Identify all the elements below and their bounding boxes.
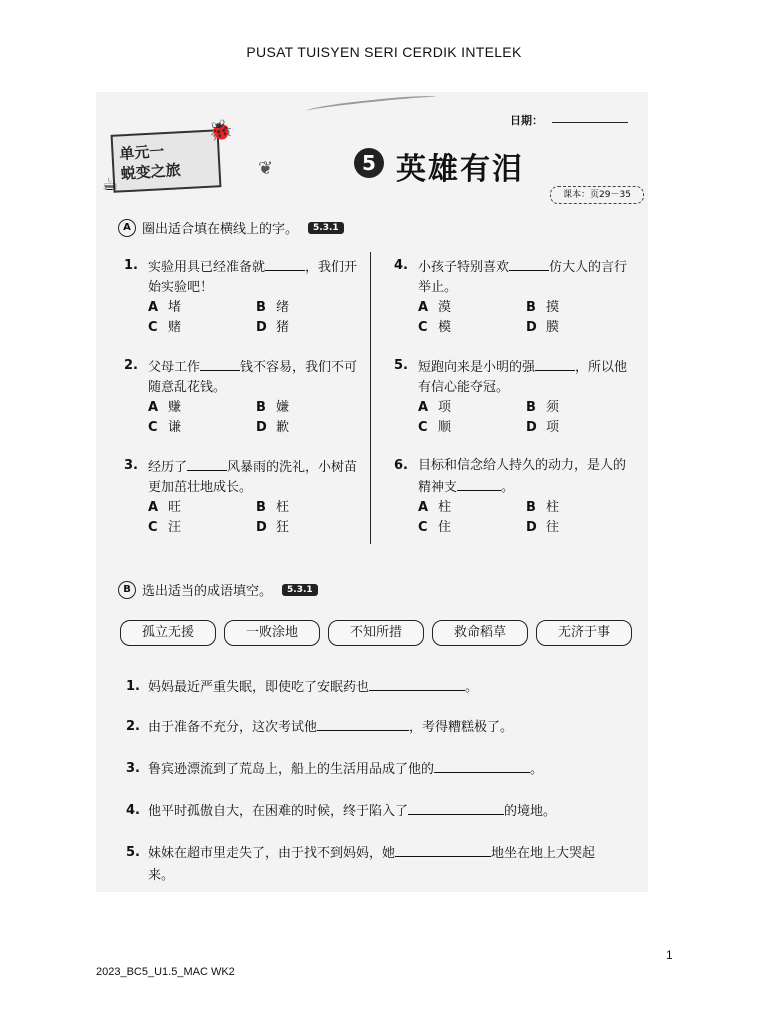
answer-option[interactable] <box>418 398 526 418</box>
sentence-text-before: 他平时孤傲自大，在困难的时候，终于陷入了 <box>148 804 409 819</box>
section-a-instruction: 圈出适合填在横线上的字。 <box>142 222 299 237</box>
option-letter: C <box>148 320 158 335</box>
option-letter: B <box>256 400 266 415</box>
question-number: 6. <box>394 458 408 473</box>
answer-option[interactable] <box>418 518 526 538</box>
question-text-after: ，我们开始实验吧！ <box>148 260 358 295</box>
answer-option[interactable] <box>526 298 634 318</box>
answer-option[interactable] <box>418 298 526 318</box>
page-header-title: PUSAT TUISYEN SERI CERDIK INTELEK <box>246 44 522 60</box>
option-char: 须 <box>546 400 560 415</box>
unit-label <box>119 140 182 184</box>
question-item <box>394 356 634 438</box>
lesson-number-badge: 5 <box>354 148 384 178</box>
option-letter: B <box>526 400 536 415</box>
answer-option[interactable] <box>256 498 364 518</box>
answer-option[interactable] <box>418 318 526 338</box>
sentence-number: 3. <box>126 761 140 776</box>
date-field-line[interactable] <box>552 122 628 123</box>
option-char: 柱 <box>546 500 560 515</box>
option-letter: C <box>148 420 158 435</box>
option-char: 堵 <box>168 300 182 315</box>
option-letter: A <box>418 400 429 415</box>
question-text-before: 目标和信念给人持久的动力，是人的精神支 <box>418 458 627 495</box>
question-text-after: 风暴雨的洗礼，小树苗更加茁壮地成长。 <box>148 460 358 495</box>
sentence-number: 5. <box>126 845 140 860</box>
question-item <box>124 356 364 438</box>
option-letter: D <box>526 320 537 335</box>
answer-option[interactable] <box>256 518 364 538</box>
answer-blank[interactable] <box>265 256 305 271</box>
section-b-instruction: 选出适当的成语填空。 <box>142 584 273 599</box>
option-letter: D <box>526 420 537 435</box>
option-grid <box>148 498 364 538</box>
option-char: 歉 <box>276 420 290 435</box>
decorative-swoosh <box>306 93 436 115</box>
option-letter: A <box>148 300 159 315</box>
idiom-option[interactable]: 无济于事 <box>536 620 632 646</box>
answer-option[interactable] <box>148 418 256 438</box>
answer-option[interactable] <box>148 518 256 538</box>
question-text-after: 。 <box>501 480 515 495</box>
question-text-after: ，所以他有信心能夺冠。 <box>418 360 628 395</box>
worksheet-scan <box>96 92 648 892</box>
answer-option[interactable] <box>526 418 634 438</box>
bug-icon: 🐞 <box>208 118 233 142</box>
option-letter: D <box>256 320 267 335</box>
option-char: 枉 <box>276 500 290 515</box>
answer-blank[interactable] <box>200 356 240 371</box>
answer-option[interactable] <box>418 418 526 438</box>
option-char: 项 <box>438 400 452 415</box>
option-letter: C <box>418 520 428 535</box>
question-item <box>394 256 634 338</box>
unit-line-2: 蜕变之旅 <box>120 160 182 184</box>
unit-banner <box>98 112 274 198</box>
answer-blank[interactable] <box>457 476 501 491</box>
idiom-blank[interactable] <box>369 676 465 691</box>
question-number: 2. <box>124 358 138 373</box>
option-char: 项 <box>546 420 560 435</box>
question-text-before: 小孩子特别喜欢 <box>418 260 510 275</box>
idiom-blank[interactable] <box>317 716 409 731</box>
question-text <box>418 456 634 498</box>
option-grid <box>418 398 634 438</box>
question-number: 4. <box>394 258 408 273</box>
section-b-heading <box>118 580 318 599</box>
question-text-before: 父母工作 <box>148 360 201 375</box>
option-letter: B <box>256 300 266 315</box>
sentence-text-after: 地坐在地上大哭起来。 <box>148 846 596 883</box>
question-text <box>418 356 634 398</box>
option-grid <box>418 498 634 538</box>
fill-sentence <box>126 676 636 699</box>
question-number: 1. <box>124 258 138 273</box>
answer-option[interactable] <box>256 418 364 438</box>
option-grid <box>148 298 364 338</box>
option-grid <box>418 298 634 338</box>
option-char: 住 <box>438 520 452 535</box>
answer-option[interactable] <box>256 398 364 418</box>
option-char: 顺 <box>438 420 452 435</box>
option-char: 摸 <box>546 300 560 315</box>
option-letter: A <box>148 500 159 515</box>
lesson-title: 英雄有泪 <box>396 152 524 187</box>
option-letter: D <box>256 420 267 435</box>
question-text <box>148 256 364 298</box>
sentence-text <box>148 716 636 739</box>
answer-blank[interactable] <box>509 256 549 271</box>
sentence-text-before: 妈妈最近严重失眠，即使吃了安眠药也 <box>148 680 370 695</box>
answer-blank[interactable] <box>187 456 227 471</box>
idiom-option[interactable]: 救命稻草 <box>432 620 528 646</box>
question-text-after: 仿大人的言行举止。 <box>418 260 628 295</box>
option-char: 膜 <box>546 320 560 335</box>
question-text-before: 短跑向来是小明的强 <box>418 360 536 375</box>
sentence-number: 1. <box>126 679 140 694</box>
page-number: 1 <box>666 948 673 962</box>
answer-option[interactable] <box>526 518 634 538</box>
section-a-icon: A <box>118 219 136 237</box>
idiom-option[interactable]: 孤立无援 <box>120 620 216 646</box>
answer-option[interactable] <box>256 318 364 338</box>
fill-sentence <box>126 800 636 823</box>
option-letter: B <box>256 500 266 515</box>
footer-code: 2023_BC5_U1.5_MAC WK2 <box>96 966 235 978</box>
option-grid <box>148 398 364 438</box>
section-b-icon: B <box>118 581 136 599</box>
option-letter: B <box>526 300 536 315</box>
option-char: 汪 <box>168 520 182 535</box>
sentence-number: 2. <box>126 719 140 734</box>
question-text-after: 钱不容易，我们不可随意乱花钱。 <box>148 360 358 395</box>
sentence-text-after: 。 <box>465 680 479 695</box>
question-text <box>148 356 364 398</box>
idiom-option[interactable]: 不知所措 <box>328 620 424 646</box>
fill-sentence <box>126 758 636 781</box>
sentence-text <box>148 800 636 823</box>
textbook-page-ref: 课本：页29－35 <box>550 186 644 204</box>
question-text-before: 经历了 <box>148 460 188 475</box>
answer-blank[interactable] <box>535 356 575 371</box>
leaf-icon: ❦ <box>258 158 274 179</box>
option-letter: D <box>256 520 267 535</box>
option-char: 漠 <box>438 300 452 315</box>
option-char: 嫌 <box>276 400 290 415</box>
option-letter: C <box>148 520 158 535</box>
option-char: 模 <box>438 320 452 335</box>
idiom-blank[interactable] <box>408 800 504 815</box>
answer-option[interactable] <box>526 318 634 338</box>
answer-option[interactable] <box>148 498 256 518</box>
answer-option[interactable] <box>148 298 256 318</box>
fill-sentence <box>126 842 636 887</box>
sentence-text <box>148 758 636 781</box>
option-char: 绪 <box>276 300 290 315</box>
option-letter: A <box>148 400 159 415</box>
answer-option[interactable] <box>526 498 634 518</box>
sentence-text-after: 的境地。 <box>504 804 557 819</box>
option-char: 赌 <box>168 320 182 335</box>
unit-line-1: 单元一 <box>118 141 165 164</box>
question-number: 5. <box>394 358 408 373</box>
option-letter: D <box>526 520 537 535</box>
sentence-text-before: 妹妹在超市里走失了，由于找不到妈妈，她 <box>148 846 396 861</box>
question-text <box>148 456 364 498</box>
fill-sentence <box>126 716 636 739</box>
answer-option[interactable] <box>148 318 256 338</box>
answer-option[interactable] <box>256 298 364 318</box>
option-letter: C <box>418 420 428 435</box>
answer-option[interactable] <box>526 398 634 418</box>
question-text-before: 实验用具已经准备就 <box>148 260 266 275</box>
option-char: 赚 <box>168 400 182 415</box>
idiom-blank[interactable] <box>434 758 530 773</box>
idiom-option[interactable]: 一败涂地 <box>224 620 320 646</box>
sentence-text <box>148 676 636 699</box>
question-item <box>124 456 364 538</box>
option-char: 往 <box>546 520 560 535</box>
section-b-code: 5.3.1 <box>282 584 318 596</box>
sentence-text-after: 。 <box>530 762 544 777</box>
answer-option[interactable] <box>148 398 256 418</box>
idiom-bank <box>120 620 640 646</box>
column-divider <box>370 252 371 544</box>
sentence-text-after: ，考得糟糕极了。 <box>409 720 514 735</box>
question-number: 3. <box>124 458 138 473</box>
question-item <box>394 456 634 538</box>
option-char: 狂 <box>276 520 290 535</box>
option-letter: B <box>526 500 536 515</box>
question-item <box>124 256 364 338</box>
section-a-code: 5.3.1 <box>308 222 344 234</box>
option-char: 猪 <box>276 320 290 335</box>
cup-icon: ☕ <box>102 174 119 195</box>
date-label: 日期： <box>510 114 543 127</box>
sentence-text-before: 由于准备不充分，这次考试他 <box>148 720 318 735</box>
sentence-text-before: 鲁宾逊漂流到了荒岛上，船上的生活用品成了他的 <box>148 762 435 777</box>
option-char: 柱 <box>438 500 452 515</box>
section-a-heading <box>118 218 344 237</box>
sentence-number: 4. <box>126 803 140 818</box>
option-letter: A <box>418 300 429 315</box>
question-text <box>418 256 634 298</box>
option-char: 谦 <box>168 420 182 435</box>
option-letter: A <box>418 500 429 515</box>
idiom-blank[interactable] <box>395 842 491 857</box>
sentence-text <box>148 842 620 887</box>
answer-option[interactable] <box>418 498 526 518</box>
option-char: 旺 <box>168 500 182 515</box>
option-letter: C <box>418 320 428 335</box>
